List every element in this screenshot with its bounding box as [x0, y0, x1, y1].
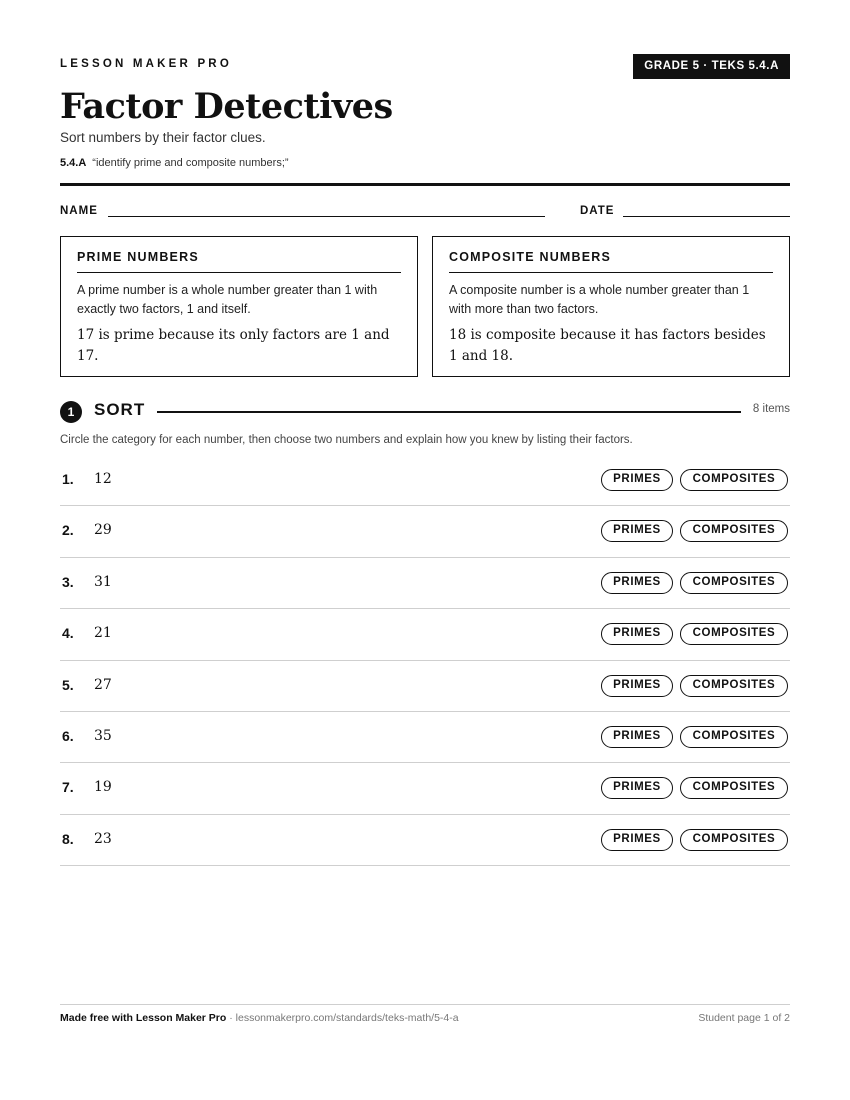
composites-option[interactable]: COMPOSITES	[680, 829, 788, 851]
header-divider	[60, 183, 790, 186]
footer-separator: ·	[226, 1012, 236, 1024]
name-label: NAME	[60, 205, 98, 217]
composites-option[interactable]: COMPOSITES	[680, 520, 788, 542]
standard-text: “identify prime and composite numbers;”	[92, 157, 289, 169]
composites-option[interactable]: COMPOSITES	[680, 675, 788, 697]
page-subtitle: Sort numbers by their factor clues.	[60, 130, 266, 145]
definition-heading: COMPOSITE NUMBERS	[449, 250, 773, 273]
item-value: 19	[94, 779, 112, 796]
item-count: 8 items	[752, 403, 790, 415]
definition-example: 17 is prime because its only factors are 1 and 17.	[77, 327, 390, 364]
date-label: DATE	[580, 205, 615, 217]
grade-badge: GRADE 5 · TEKS 5.4.A	[633, 54, 790, 79]
definition-heading: PRIME NUMBERS	[77, 250, 401, 273]
item-number: 7.	[62, 779, 74, 796]
primes-option[interactable]: PRIMES	[601, 623, 673, 645]
item-number: 5.	[62, 676, 74, 693]
sort-item	[60, 455, 790, 506]
item-value: 27	[94, 676, 112, 693]
sort-item	[60, 506, 790, 557]
item-number: 6.	[62, 727, 74, 744]
composites-option[interactable]: COMPOSITES	[680, 623, 788, 645]
footer-divider	[60, 1004, 790, 1005]
item-value: 23	[94, 830, 112, 847]
primes-option[interactable]: PRIMES	[601, 675, 673, 697]
composites-option[interactable]: COMPOSITES	[680, 726, 788, 748]
composite-definition-box	[432, 236, 790, 377]
item-number: 4.	[62, 625, 74, 642]
sort-item	[60, 763, 790, 814]
item-number: 3.	[62, 573, 74, 590]
section-instructions: Circle the category for each number, then choose two numbers and explain how you knew by listing their factors.	[60, 434, 633, 446]
brand-name: LESSON MAKER PRO	[60, 58, 232, 70]
primes-option[interactable]: PRIMES	[601, 572, 673, 594]
sort-item	[60, 661, 790, 712]
definition-text: A prime number is a whole number greater than 1 with exactly two factors, 1 and itself.	[77, 283, 378, 316]
item-number: 2.	[62, 522, 74, 539]
primes-option[interactable]: PRIMES	[601, 726, 673, 748]
date-field[interactable]	[623, 216, 790, 217]
item-number: 8.	[62, 830, 74, 847]
item-number: 1.	[62, 471, 74, 487]
section-title: SORT	[94, 400, 146, 419]
composites-option[interactable]: COMPOSITES	[680, 572, 788, 594]
item-value: 21	[94, 625, 112, 642]
standard-code: 5.4.A	[60, 157, 87, 169]
sort-item	[60, 558, 790, 609]
primes-option[interactable]: PRIMES	[601, 829, 673, 851]
composites-option[interactable]: COMPOSITES	[680, 777, 788, 799]
standard-reference	[60, 157, 289, 169]
page-title: Factor Detectives	[60, 86, 393, 127]
footer-url[interactable]: lessonmakerpro.com/standards/teks-math/5-4-a	[235, 1012, 459, 1024]
section-number-badge: 1	[60, 401, 82, 423]
footer-credit	[60, 1012, 459, 1024]
primes-option[interactable]: PRIMES	[601, 469, 673, 491]
definition-text: A composite number is a whole number greater than 1 with more than two factors.	[449, 283, 750, 316]
primes-option[interactable]: PRIMES	[601, 777, 673, 799]
item-value: 31	[94, 573, 112, 590]
composites-option[interactable]: COMPOSITES	[680, 469, 788, 491]
primes-option[interactable]: PRIMES	[601, 520, 673, 542]
item-value: 12	[94, 471, 112, 487]
footer-made-with: Made free with Lesson Maker Pro	[60, 1012, 227, 1024]
sort-item	[60, 609, 790, 660]
section-divider	[157, 411, 741, 413]
sort-list	[60, 455, 790, 866]
definition-example: 18 is composite because it has factors besides 1 and 18.	[449, 327, 766, 364]
item-value: 35	[94, 727, 112, 744]
page-indicator: Student page 1 of 2	[698, 1012, 790, 1024]
item-value: 29	[94, 522, 112, 539]
sort-item	[60, 815, 790, 866]
prime-definition-box	[60, 236, 418, 377]
worksheet-page	[60, 0, 790, 1100]
sort-item	[60, 712, 790, 763]
name-field[interactable]	[108, 216, 545, 217]
